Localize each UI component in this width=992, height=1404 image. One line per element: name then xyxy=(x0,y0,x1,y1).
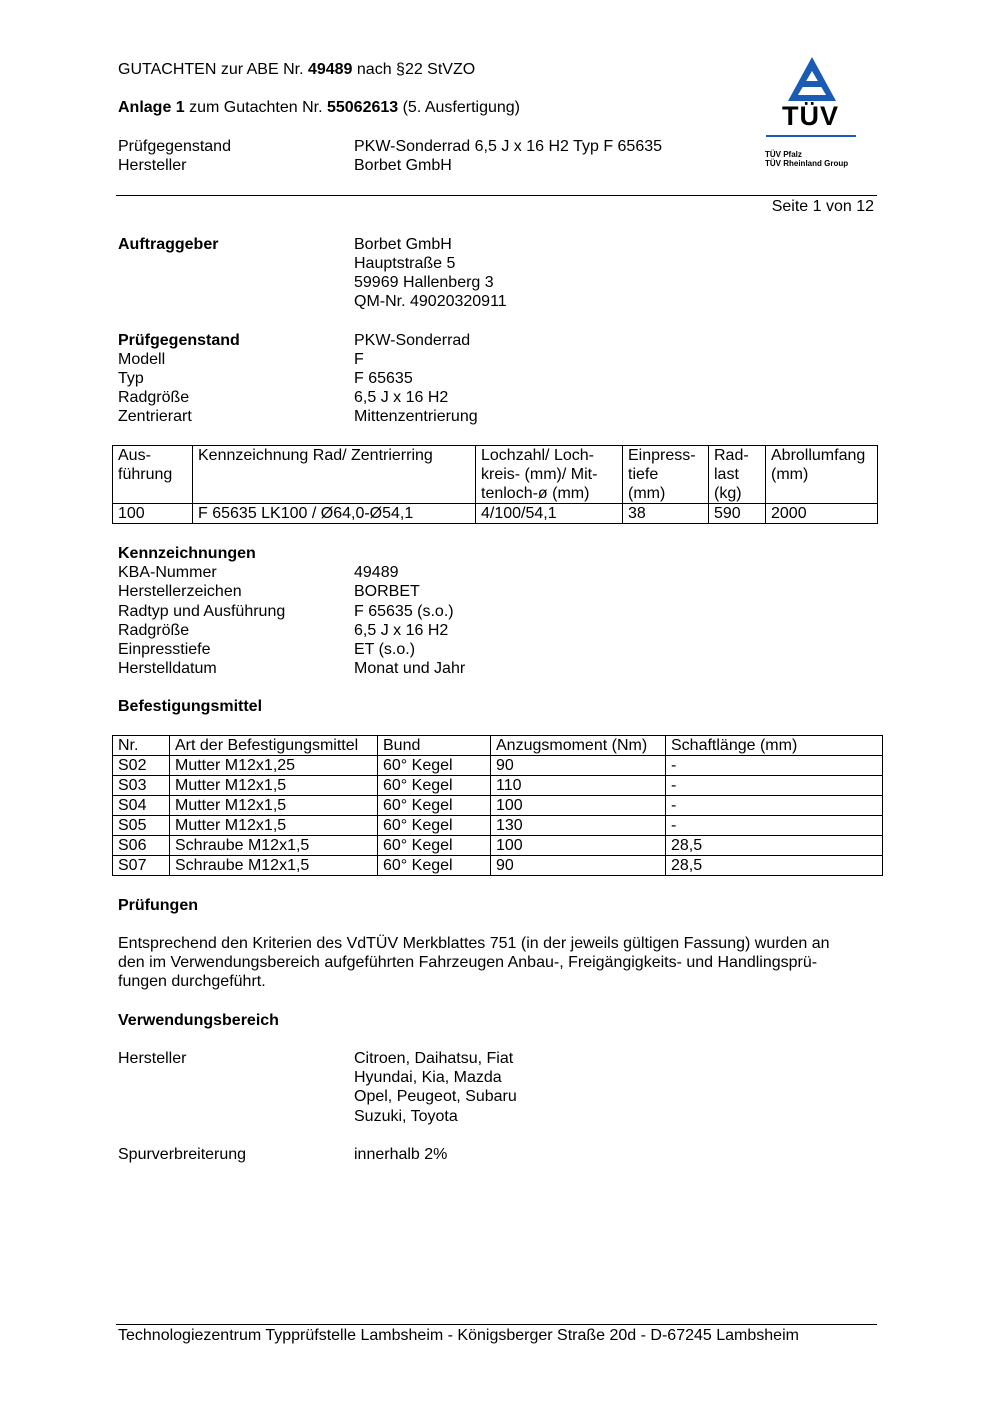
table-header-cell: Nr. xyxy=(113,736,170,756)
table-cell: - xyxy=(666,796,883,816)
table-header-cell: Abrollumfang (mm) xyxy=(766,446,878,504)
auftraggeber-line: QM-Nr. 49020320911 xyxy=(354,293,507,310)
pruefungen-text-line: Entsprechend den Kriterien des VdTÜV Merkblattes 751 (in der jeweils gültigen Fassung) wurden an xyxy=(118,935,830,952)
table-cell: Mutter M12x1,5 xyxy=(170,816,378,836)
kennz-value: 49489 xyxy=(354,564,399,581)
table-row xyxy=(113,504,878,524)
table-cell: S04 xyxy=(113,796,170,816)
gutachten-number: 55062613 xyxy=(326,99,399,116)
table-header-cell: Einpress- tiefe (mm) xyxy=(623,446,709,504)
header-value-pruefgegenstand: PKW-Sonderrad 6,5 J x 16 H2 Typ F 65635 xyxy=(354,138,663,155)
radgroesse-value: 6,5 J x 16 H2 xyxy=(354,389,449,406)
table-cell: 110 xyxy=(491,776,666,796)
header-label-hersteller: Hersteller xyxy=(118,157,187,174)
table-cell: - xyxy=(666,816,883,836)
table-row xyxy=(113,756,883,776)
tuv-logo xyxy=(760,55,860,175)
table-cell: 60° Kegel xyxy=(378,776,491,796)
typ-label: Typ xyxy=(118,370,144,387)
table-cell: Mutter M12x1,25 xyxy=(170,756,378,776)
table-cell: 100 xyxy=(113,504,193,524)
table-cell: 90 xyxy=(491,756,666,776)
anlage-line xyxy=(118,98,520,117)
verwendungsbereich-heading: Verwendungsbereich xyxy=(118,1012,279,1029)
table-cell: 60° Kegel xyxy=(378,816,491,836)
tuv-logo-line2: TÜV Rheinland Group xyxy=(765,159,849,168)
title-prefix: GUTACHTEN zur ABE Nr. xyxy=(118,61,308,78)
anlage-suffix: (5. Ausfertigung) xyxy=(398,99,520,116)
modell-value: F xyxy=(354,351,364,368)
table-header-cell: Art der Befestigungsmittel xyxy=(170,736,378,756)
auftraggeber-line: Borbet GmbH xyxy=(354,236,452,253)
modell-label: Modell xyxy=(118,351,166,368)
table-header-cell: Aus- führung xyxy=(113,446,193,504)
table-cell: 38 xyxy=(623,504,709,524)
table-cell: 60° Kegel xyxy=(378,836,491,856)
tuv-logo-name: TÜV xyxy=(782,101,839,131)
abe-number: 49489 xyxy=(307,61,353,78)
befestigung-heading: Befestigungsmittel xyxy=(118,698,263,715)
kennz-value: 6,5 J x 16 H2 xyxy=(354,622,449,639)
verwendung-hersteller-line: Opel, Peugeot, Subaru xyxy=(354,1088,517,1105)
table-cell: 60° Kegel xyxy=(378,796,491,816)
table-cell: F 65635 LK100 / Ø64,0-Ø54,1 xyxy=(193,504,476,524)
verwendung-hersteller-line: Suzuki, Toyota xyxy=(354,1108,458,1125)
verwendung-hersteller-line: Hyundai, Kia, Mazda xyxy=(354,1069,502,1086)
auftraggeber-heading: Auftraggeber xyxy=(118,236,219,253)
kennzeichnungen-heading: Kennzeichnungen xyxy=(118,545,256,562)
table-cell: - xyxy=(666,776,883,796)
page-number: Seite 1 von 12 xyxy=(771,198,874,215)
table-cell: 28,5 xyxy=(666,856,883,876)
document-title xyxy=(118,60,475,79)
table-cell: S07 xyxy=(113,856,170,876)
kennz-label: Radtyp und Ausführung xyxy=(118,603,286,620)
kennz-label: Herstelldatum xyxy=(118,660,217,677)
footer-address: Technologiezentrum Typprüfstelle Lambsheim - Königsberger Straße 20d - D-67245 Lambsheim xyxy=(118,1327,799,1344)
table-cell: 590 xyxy=(709,504,766,524)
table-cell: Mutter M12x1,5 xyxy=(170,796,378,816)
table-header-cell: Rad- last (kg) xyxy=(709,446,766,504)
kennz-value: ET (s.o.) xyxy=(354,641,416,658)
table-header-cell: Bund xyxy=(378,736,491,756)
pruefgegenstand-heading: Prüfgegenstand xyxy=(118,332,240,349)
table-cell: S02 xyxy=(113,756,170,776)
typ-value: F 65635 xyxy=(354,370,413,387)
table-cell: - xyxy=(666,756,883,776)
befestigung-table xyxy=(112,735,883,876)
pruefungen-heading: Prüfungen xyxy=(118,897,198,914)
table-header-cell: Kennzeichnung Rad/ Zentrierring xyxy=(193,446,476,504)
radgroesse-label: Radgröße xyxy=(118,389,190,406)
pruefgegenstand-value: PKW-Sonderrad xyxy=(354,332,471,349)
title-suffix: nach §22 StVZO xyxy=(352,61,476,78)
table-header-cell: Anzugsmoment (Nm) xyxy=(491,736,666,756)
kennz-value: BORBET xyxy=(354,583,420,600)
table-cell: S06 xyxy=(113,836,170,856)
spurverbreiterung-value: innerhalb 2% xyxy=(354,1146,448,1163)
header-value-hersteller: Borbet GmbH xyxy=(354,157,452,174)
table-header-cell: Schaftlänge (mm) xyxy=(666,736,883,756)
auftraggeber-line: Hauptstraße 5 xyxy=(354,255,456,272)
table-row xyxy=(113,836,883,856)
auftraggeber-line: 59969 Hallenberg 3 xyxy=(354,274,494,291)
verwendung-hersteller-label: Hersteller xyxy=(118,1050,187,1067)
table-cell: 2000 xyxy=(766,504,878,524)
kennz-label: Herstellerzeichen xyxy=(118,583,242,600)
table-row xyxy=(113,796,883,816)
zentrierart-label: Zentrierart xyxy=(118,408,192,425)
pruefungen-text-line: den im Verwendungsbereich aufgeführten Fahrzeugen Anbau-, Freigängigkeits- und Handlingsprü- xyxy=(118,954,818,971)
table-cell: 28,5 xyxy=(666,836,883,856)
header-divider xyxy=(116,195,877,196)
header-label-pruefgegenstand: Prüfgegenstand xyxy=(118,138,231,155)
anlage-mid: zum Gutachten Nr. xyxy=(184,99,327,116)
table-cell: 60° Kegel xyxy=(378,856,491,876)
table-cell: S03 xyxy=(113,776,170,796)
table-cell: 60° Kegel xyxy=(378,756,491,776)
kennz-value: F 65635 (s.o.) xyxy=(354,603,454,620)
tuv-logo-line1: TÜV Pfalz xyxy=(765,150,802,159)
kennz-label: KBA-Nummer xyxy=(118,564,217,581)
kennz-value: Monat und Jahr xyxy=(354,660,466,677)
ausfuehrung-table xyxy=(112,445,878,524)
table-header-cell: Lochzahl/ Loch- kreis- (mm)/ Mit- tenloch-ø (mm) xyxy=(476,446,623,504)
table-cell: 4/100/54,1 xyxy=(476,504,623,524)
table-cell: 90 xyxy=(491,856,666,876)
table-cell: S05 xyxy=(113,816,170,836)
table-cell: 100 xyxy=(491,796,666,816)
kennz-label: Einpresstiefe xyxy=(118,641,211,658)
table-row xyxy=(113,856,883,876)
table-cell: Schraube M12x1,5 xyxy=(170,856,378,876)
table-header-row xyxy=(113,736,883,756)
footer-divider xyxy=(116,1324,877,1325)
anlage-label: Anlage 1 xyxy=(118,99,185,116)
table-cell: Mutter M12x1,5 xyxy=(170,776,378,796)
table-row xyxy=(113,816,883,836)
spurverbreiterung-label: Spurverbreiterung xyxy=(118,1146,247,1163)
table-cell: Schraube M12x1,5 xyxy=(170,836,378,856)
table-row xyxy=(113,776,883,796)
table-cell: 100 xyxy=(491,836,666,856)
table-header-row xyxy=(113,446,878,504)
table-cell: 130 xyxy=(491,816,666,836)
kennz-label: Radgröße xyxy=(118,622,190,639)
zentrierart-value: Mittenzentrierung xyxy=(354,408,478,425)
verwendung-hersteller-line: Citroen, Daihatsu, Fiat xyxy=(354,1050,514,1067)
pruefungen-text-line: fungen durchgeführt. xyxy=(118,973,266,990)
